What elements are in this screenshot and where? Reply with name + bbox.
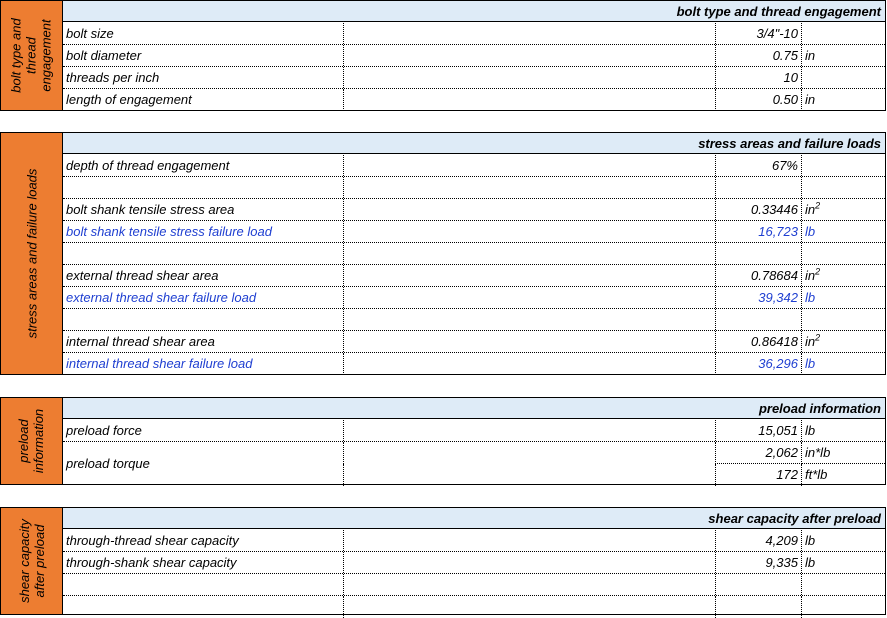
row-label: bolt size [66,26,114,41]
section-header [63,133,885,154]
table-row [63,177,885,199]
table-row [63,442,885,464]
table-row [63,552,885,574]
row-unit: in [805,268,816,283]
section-stress-areas [0,132,886,375]
row-value: 39,342 [758,290,798,305]
row-value: 2,062 [765,445,798,460]
row-value: 0.86418 [751,334,798,349]
row-value: 0.50 [772,92,798,107]
row-value: 172 [776,467,798,482]
row-label: internal thread shear failure load [66,356,253,371]
table-row [63,199,885,221]
row-label: preload torque [66,456,150,471]
row-unit: lb [805,423,816,438]
value-cell[interactable] [715,155,802,176]
section-side-label [1,398,63,484]
side-label-line: bolt type and [9,18,25,93]
table-row [63,67,885,89]
row-unit: lb [805,224,816,239]
row-value: 36,296 [758,356,798,371]
row-label: external thread shear failure load [66,290,257,305]
table-row [63,530,885,552]
row-unit: in*lb [805,445,831,460]
section-header [63,508,885,529]
section-header-title: shear capacity after preload [708,511,881,526]
row-label: length of engagement [66,92,192,107]
table-row [63,464,885,486]
row-label: preload force [66,423,142,438]
section-side-label [1,133,63,374]
row-unit: lb [805,356,816,371]
value-cell[interactable] [715,442,802,464]
side-label-line: shear capacity [16,519,32,603]
section-side-label [1,508,63,614]
section-header-title: stress areas and failure loads [698,136,881,151]
row-label: bolt shank tensile stress failure load [66,224,272,239]
value-cell[interactable] [715,464,802,486]
value-cell[interactable] [715,199,802,220]
row-value: 67% [771,158,798,173]
side-label-line: stress areas and failure loads [24,168,39,339]
table-row [63,243,885,265]
row-label: external thread shear area [66,268,219,283]
table-row [63,287,885,309]
row-unit: lb [805,533,816,548]
row-unit: in [805,202,816,217]
table-row [63,331,885,353]
row-unit: lb [805,555,816,570]
row-value: 16,723 [758,224,798,239]
table-row [63,45,885,67]
row-unit: in [805,48,816,63]
row-value: 3/4"-10 [756,26,798,41]
section-preload [0,397,886,485]
row-unit: in [805,92,816,107]
value-cell[interactable] [715,23,802,44]
section-header [63,398,885,419]
table-row [63,265,885,287]
side-label-line: engagement [39,19,55,92]
value-cell[interactable] [715,287,802,308]
section-shear-capacity [0,507,886,615]
side-label-line: after preload [31,524,47,598]
row-value: 0.75 [772,48,798,63]
value-cell[interactable] [715,45,802,66]
value-cell[interactable] [715,530,802,551]
table-row [63,221,885,243]
value-cell[interactable] [715,67,802,88]
value-cell[interactable] [715,331,802,352]
row-value: 15,051 [758,423,798,438]
row-value: 10 [783,70,798,85]
row-value: 0.78684 [751,268,798,283]
table-row [63,309,885,331]
value-cell[interactable] [715,353,802,375]
row-unit: ft*lb [805,467,828,482]
row-value: 9,335 [765,555,798,570]
side-label-line: preload [16,419,32,463]
table-row [63,420,885,442]
row-label: bolt diameter [66,48,142,63]
section-bolt-type [0,0,886,111]
section-header [63,1,885,22]
row-unit: in [805,334,816,349]
row-value: 4,209 [765,533,798,548]
value-cell[interactable] [715,552,802,573]
value-cell[interactable] [715,420,802,441]
row-label: depth of thread engagement [66,158,230,173]
table-row [63,89,885,111]
value-cell[interactable] [715,89,802,111]
value-cell[interactable] [715,265,802,286]
row-unit-exponent: 2 [815,200,821,211]
row-label: internal thread shear area [66,334,215,349]
row-value: 0.33446 [751,202,798,217]
row-unit: lb [805,290,816,305]
table-row [63,23,885,45]
row-label: through-thread shear capacity [66,533,239,548]
row-label: threads per inch [66,70,160,85]
value-cell[interactable] [715,221,802,242]
table-row [63,574,885,596]
row-unit-exponent: 2 [815,332,821,343]
row-label: bolt shank tensile stress area [66,202,235,217]
row-label: through-shank shear capacity [66,555,237,570]
table-row [63,353,885,375]
row-unit-exponent: 2 [815,266,821,277]
table-row [63,155,885,177]
side-label-line: information [31,408,47,474]
section-header-title: preload information [758,401,881,416]
side-label-line: thread [24,37,40,74]
section-header-title: bolt type and thread engagement [676,4,881,19]
section-side-label [1,1,63,110]
